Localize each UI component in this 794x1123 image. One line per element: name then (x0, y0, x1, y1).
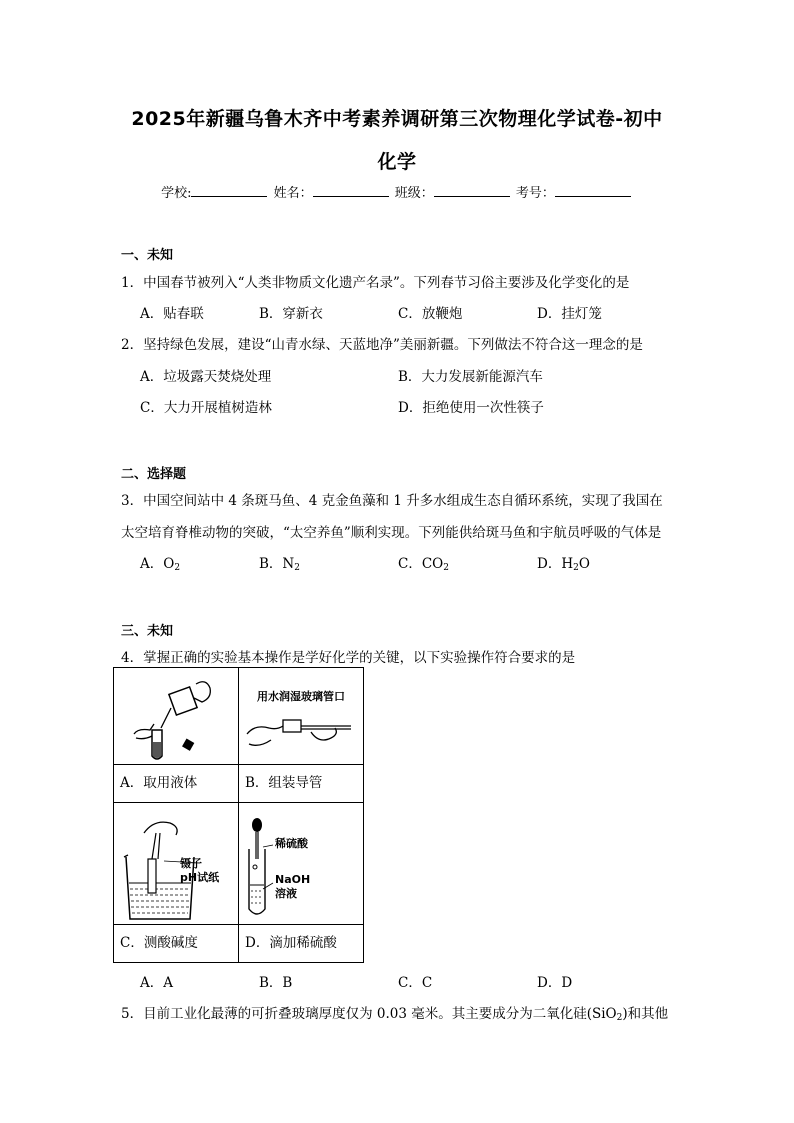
name-label: 姓名： (273, 186, 313, 201)
figure-d-caption: D．滴加稀硫酸 (239, 925, 364, 963)
figure-b-label: 用水润湿玻璃管口 (257, 690, 345, 703)
q1-option-b: B．穿新衣 (259, 306, 323, 322)
figure-a-caption: A．取用液体 (114, 765, 239, 803)
q2-option-a: A．垃圾露天焚烧处理 (140, 369, 272, 385)
q1-option-d: D．挂灯笼 (537, 306, 602, 322)
name-blank (313, 184, 389, 197)
question-3-stem-line1: 3．中国空间站中 4 条斑马鱼、4 克金鱼藻和 1 升多水组成生态自循环系统，实现了我国在 (121, 493, 663, 509)
page-title: 2025年新疆乌鲁木齐中考素养调研第三次物理化学试卷-初中 (131, 108, 663, 130)
page-title-line2: 化学 (377, 151, 417, 173)
section-heading: 一、未知 (121, 248, 174, 263)
figure-b-caption: B．组装导管 (239, 765, 364, 803)
question-4-stem: 4．掌握正确的实验基本操作是学好化学的关键，以下实验操作符合要求的是 (121, 650, 576, 666)
q4-option-a: A．A (140, 975, 173, 991)
question-1-stem: 1．中国春节被列入“人类非物质文化遗产名录”。下列春节习俗主要涉及化学变化的是 (121, 275, 630, 291)
figure-c-cell (114, 803, 239, 925)
ph-paper-label: pH试纸 (180, 871, 220, 884)
q3-option-d: D．$H_2O$ (537, 556, 590, 573)
tube-assembly-illustration (239, 704, 357, 764)
q3-option-b: B．$N_2$ (259, 556, 300, 573)
school-label: 学校: (161, 186, 192, 201)
q2-option-b: B．大力发展新能源汽车 (398, 369, 543, 385)
figure-a-cell (114, 668, 239, 765)
q1-option-c: C．放鞭炮 (398, 306, 463, 322)
q1-option-a: A．贴春联 (140, 306, 204, 322)
exam-no-blank (555, 184, 631, 197)
question-5-stem: 5．目前工业化最薄的可折叠玻璃厚度仅为 0.03 毫米。其主要成分为二氧化硅(SiO$_2$)和其他 (121, 1006, 669, 1023)
q4-option-c: C．C (398, 975, 433, 991)
section-heading: 二、选择题 (121, 467, 187, 482)
naoh-label: NaOH (275, 873, 311, 886)
section-heading: 三、未知 (121, 624, 174, 639)
class-blank (434, 184, 510, 197)
q4-figure-table (113, 667, 364, 963)
figure-b-cell (239, 668, 364, 765)
q2-option-c: C．大力开展植树造林 (140, 400, 272, 416)
tweezers-label: 镊子 (180, 857, 202, 870)
solution-label: 溶液 (275, 887, 297, 900)
q4-option-d: D．D (537, 975, 573, 991)
figure-c-caption: C．测酸碱度 (114, 925, 239, 963)
dilute-acid-label: 稀硫酸 (275, 837, 308, 850)
q2-option-d: D．拒绝使用一次性筷子 (398, 400, 544, 416)
exam-no-label: 考号： (515, 186, 555, 201)
question-3-stem-line2: 太空培育脊椎动物的突破，“太空养鱼”顺利实现。下列能供给斑马鱼和宇航员呼吸的气体是 (121, 525, 662, 541)
q3-option-c: C．$CO_2$ (398, 556, 449, 573)
student-info-line (0, 182, 794, 201)
figure-d-cell (239, 803, 364, 925)
school-blank (191, 184, 267, 197)
dropper-illustration (239, 803, 357, 924)
question-2-stem: 2．坚持绿色发展，建设“山青水绿、天蓝地净”美丽新疆。下列做法不符合这一理念的是 (121, 337, 643, 353)
q4-option-b: B．B (259, 975, 293, 991)
q3-option-a: A．$O_2$ (140, 556, 181, 573)
class-label: 班级： (394, 186, 434, 201)
pour-liquid-illustration (114, 668, 232, 762)
